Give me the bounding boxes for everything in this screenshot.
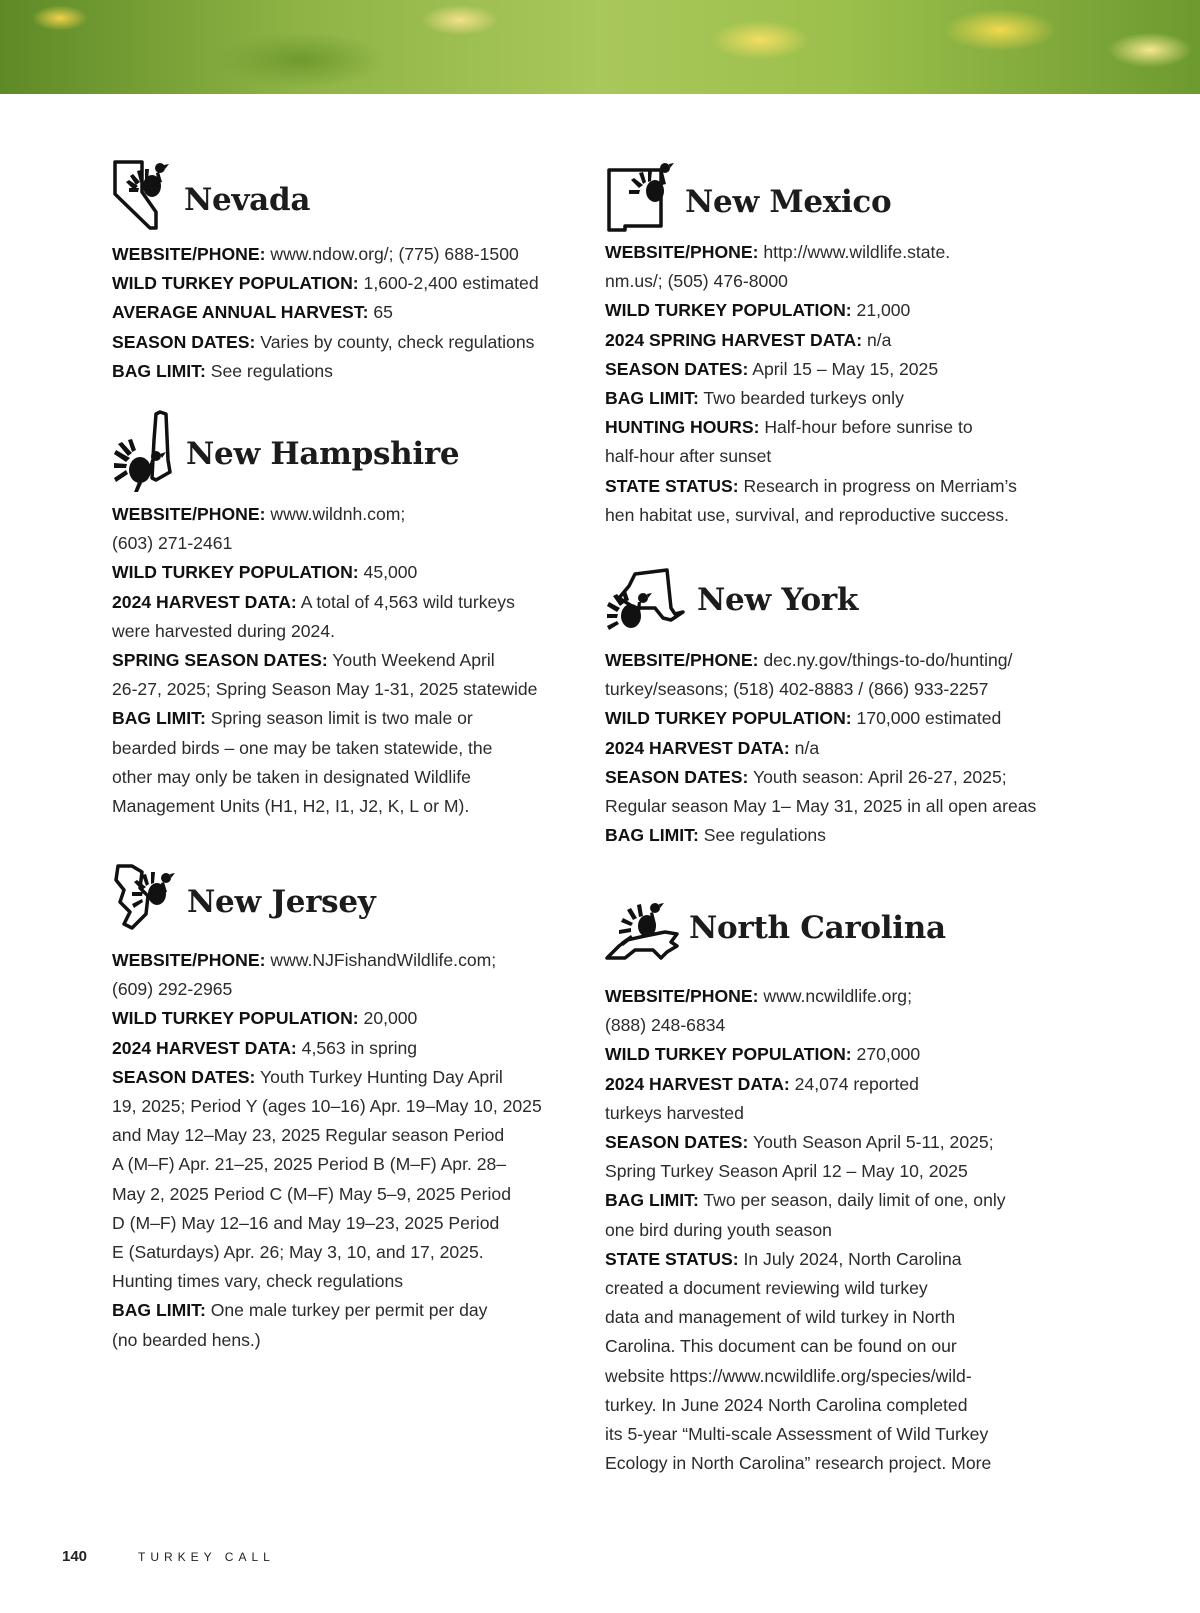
field-value: n/a (862, 329, 892, 350)
detail-line (605, 792, 1075, 821)
detail-line (112, 1238, 582, 1267)
detail-line (605, 267, 1075, 296)
detail-line (605, 1332, 1075, 1361)
field-label: 2024 SPRING HARVEST DATA: (605, 329, 863, 350)
field-value: Ecology in North Carolina” research project. More (605, 1453, 992, 1474)
detail-line (112, 558, 582, 587)
field-value: created a document reviewing wild turkey (605, 1278, 928, 1299)
field-value: Youth season: April 26-27, 2025; (748, 766, 1007, 787)
state-title: New Jersey (187, 884, 376, 920)
field-value: turkeys harvested (605, 1102, 744, 1123)
detail-line (605, 1391, 1075, 1420)
field-label: WEBSITE/PHONE: (605, 986, 759, 1006)
field-value: Management Units (H1, H2, I1, J2, K, L or M). (112, 796, 470, 817)
field-label: BAG LIMIT: (605, 1190, 699, 1211)
field-value: data and management of wild turkey in North (605, 1307, 956, 1328)
field-value: Youth Turkey Hunting Day April (255, 1066, 503, 1087)
field-value: 270,000 (851, 1044, 921, 1065)
field-value: its 5-year “Multi-scale Assessment of Wild Turkey (605, 1424, 989, 1445)
detail-line (605, 1070, 1075, 1099)
field-value: 19, 2025; Period Y (ages 10–16) Apr. 19–May 10, 2025 (112, 1096, 542, 1117)
state-title: New Hampshire (186, 436, 460, 472)
field-value: 26-27, 2025; Spring Season May 1-31, 2025 statewide (112, 679, 538, 700)
field-value: (603) 271-2461 (112, 533, 233, 554)
field-value: 4,563 in spring (296, 1037, 418, 1058)
field-label: SEASON DATES: (112, 331, 256, 352)
state-details (605, 646, 1075, 850)
detail-line (112, 240, 582, 269)
field-label: WILD TURKEY POPULATION: (112, 273, 359, 294)
field-value: half-hour after sunset (605, 446, 772, 467)
field-value: and May 12–May 23, 2025 Regular season Period (112, 1125, 505, 1146)
field-label: SEASON DATES: (605, 766, 749, 787)
field-label: WEBSITE/PHONE: (112, 244, 266, 264)
field-label: WILD TURKEY POPULATION: (605, 300, 852, 321)
detail-line (605, 355, 1075, 384)
field-value: Two bearded turkeys only (698, 388, 904, 409)
field-value: www.ndow.org/; (775) 688-1500 (265, 244, 519, 264)
field-value: Carolina. This document can be found on our (605, 1336, 957, 1357)
field-value: D (M–F) May 12–16 and May 19–23, 2025 Period (112, 1212, 500, 1233)
field-value: Regular season May 1– May 31, 2025 in all open areas (605, 796, 1037, 817)
field-value: In July 2024, North Carolina (738, 1248, 962, 1269)
state-entry-nevada (112, 152, 582, 386)
detail-line (112, 1034, 582, 1063)
state-details (112, 240, 582, 386)
field-label: SEASON DATES: (605, 1132, 749, 1153)
page-number: 140 (62, 1548, 88, 1565)
detail-line (112, 1150, 582, 1179)
detail-line (112, 975, 582, 1004)
field-label: BAG LIMIT: (605, 825, 699, 846)
field-value: other may only be taken in designated Wildlife (112, 766, 471, 787)
field-value: Spring Turkey Season April 12 – May 10, 2025 (605, 1161, 968, 1182)
detail-line (605, 1362, 1075, 1391)
detail-line (112, 675, 582, 704)
detail-line (605, 1186, 1075, 1215)
field-value: Varies by county, check regulations (255, 331, 535, 352)
detail-line (112, 1267, 582, 1296)
field-value: 1,600-2,400 estimated (358, 273, 539, 294)
state-title: North Carolina (689, 910, 946, 946)
detail-line (605, 1157, 1075, 1186)
field-value: 170,000 estimated (851, 708, 1002, 729)
detail-line (112, 1209, 582, 1238)
field-label: WILD TURKEY POPULATION: (112, 1008, 359, 1029)
field-value: turkey/seasons; (518) 402-8883 / (866) 933-2257 (605, 679, 989, 700)
detail-line (112, 1004, 582, 1033)
field-label: SPRING SEASON DATES: (112, 650, 328, 671)
field-value: 65 (368, 302, 393, 323)
detail-line (605, 763, 1075, 792)
new-hampshire-turkey-icon (112, 410, 178, 494)
field-value: bearded birds – one may be taken statewide, the (112, 737, 493, 758)
detail-line (605, 1303, 1075, 1332)
field-value: website https://www.ncwildlife.org/species/wild- (605, 1365, 972, 1386)
detail-line (112, 792, 582, 821)
state-entry-new-hampshire (112, 410, 582, 821)
detail-line (112, 357, 582, 386)
field-value: Youth Weekend April (327, 650, 495, 671)
field-label: BAG LIMIT: (112, 1300, 206, 1321)
detail-line (605, 1420, 1075, 1449)
field-value: (no bearded hens.) (112, 1329, 261, 1350)
detail-line (112, 1180, 582, 1209)
field-value: www.NJFishandWildlife.com; (265, 950, 497, 970)
state-title: New Mexico (685, 184, 892, 220)
detail-line (605, 501, 1075, 530)
field-label: STATE STATUS: (605, 475, 739, 496)
detail-line (112, 704, 582, 733)
detail-line (112, 298, 582, 327)
detail-line (605, 734, 1075, 763)
page-footer (62, 1548, 275, 1565)
detail-line (112, 500, 582, 529)
field-value: were harvested during 2024. (112, 620, 335, 641)
field-value: 24,074 reported (789, 1073, 919, 1094)
field-value: May 2, 2025 Period C (M–F) May 5–9, 2025 Period (112, 1183, 511, 1204)
state-entry-north-carolina (605, 900, 1075, 1478)
field-value: (609) 292-2965 (112, 979, 233, 1000)
state-entry-new-mexico (605, 158, 1075, 530)
new-mexico-turkey-icon (605, 158, 677, 236)
detail-line (112, 1326, 582, 1355)
detail-line (605, 1216, 1075, 1245)
field-value: dec.ny.gov/things-to-do/hunting/ (758, 650, 1013, 670)
detail-line (605, 472, 1075, 501)
field-label: 2024 HARVEST DATA: (605, 1073, 790, 1094)
detail-line (605, 1449, 1075, 1478)
detail-line (112, 1121, 582, 1150)
field-value: hen habitat use, survival, and reproductive success. (605, 504, 1009, 525)
detail-line (112, 1296, 582, 1325)
field-label: STATE STATUS: (605, 1248, 739, 1269)
detail-line (605, 1245, 1075, 1274)
detail-line (605, 646, 1075, 675)
detail-line (112, 588, 582, 617)
detail-line (112, 1092, 582, 1121)
field-label: WEBSITE/PHONE: (112, 950, 266, 970)
detail-line (605, 296, 1075, 325)
north-carolina-turkey-icon (605, 900, 681, 964)
field-value: See regulations (698, 825, 826, 846)
field-label: HUNTING HOURS: (605, 417, 760, 438)
field-value: n/a (789, 737, 820, 758)
detail-line (112, 946, 582, 975)
field-value: nm.us/; (505) 476-8000 (605, 271, 788, 292)
detail-line (605, 704, 1075, 733)
field-value: www.ncwildlife.org; (758, 986, 912, 1006)
field-value: Spring season limit is two male or (205, 708, 473, 729)
detail-line (112, 646, 582, 675)
nevada-turkey-icon (112, 152, 174, 232)
field-label: 2024 HARVEST DATA: (112, 1037, 297, 1058)
field-value: one bird during youth season (605, 1219, 832, 1240)
detail-line (112, 1063, 582, 1092)
detail-line (605, 238, 1075, 267)
field-value: 21,000 (851, 300, 911, 321)
detail-line (605, 1128, 1075, 1157)
field-value: turkey. In June 2024 North Carolina completed (605, 1394, 968, 1415)
field-label: AVERAGE ANNUAL HARVEST: (112, 302, 369, 323)
field-value: A total of 4,563 wild turkeys (296, 591, 515, 612)
field-value: Research in progress on Merriam’s (738, 475, 1017, 496)
field-value: Youth Season April 5-11, 2025; (748, 1132, 994, 1153)
field-value: One male turkey per permit per day (205, 1300, 488, 1321)
field-label: WILD TURKEY POPULATION: (112, 562, 359, 583)
detail-line (605, 384, 1075, 413)
field-label: SEASON DATES: (605, 358, 749, 379)
field-label: WEBSITE/PHONE: (605, 242, 759, 262)
field-value: Hunting times vary, check regulations (112, 1271, 404, 1292)
detail-line (112, 763, 582, 792)
detail-line (605, 326, 1075, 355)
field-value: http://www.wildlife.state. (758, 242, 951, 262)
detail-line (112, 529, 582, 558)
state-details (112, 500, 582, 821)
new-jersey-turkey-icon (112, 862, 176, 932)
field-value: (888) 248-6834 (605, 1015, 726, 1036)
field-value: Two per season, daily limit of one, only (698, 1190, 1006, 1211)
detail-line (605, 1011, 1075, 1040)
detail-line (112, 328, 582, 357)
detail-line (112, 617, 582, 646)
field-value: 20,000 (358, 1008, 418, 1029)
detail-line (112, 269, 582, 298)
magazine-name: TURKEY CALL (138, 1550, 275, 1564)
state-details (605, 238, 1075, 530)
detail-line (605, 442, 1075, 471)
field-label: BAG LIMIT: (112, 708, 206, 729)
state-entry-new-jersey (112, 862, 582, 1355)
field-value: April 15 – May 15, 2025 (748, 358, 939, 379)
new-york-turkey-icon (605, 568, 685, 638)
field-label: WEBSITE/PHONE: (112, 504, 266, 524)
field-value: See regulations (205, 360, 333, 381)
field-label: BAG LIMIT: (605, 388, 699, 409)
state-entry-new-york (605, 568, 1075, 850)
state-title: Nevada (184, 182, 311, 218)
field-value: www.wildnh.com; (265, 504, 406, 524)
detail-line (605, 821, 1075, 850)
detail-line (605, 982, 1075, 1011)
field-label: WEBSITE/PHONE: (605, 650, 759, 670)
state-title: New York (697, 582, 859, 618)
field-label: 2024 HARVEST DATA: (605, 737, 790, 758)
detail-line (605, 1274, 1075, 1303)
detail-line (605, 1099, 1075, 1128)
field-label: WILD TURKEY POPULATION: (605, 708, 852, 729)
detail-line (112, 734, 582, 763)
field-value: A (M–F) Apr. 21–25, 2025 Period B (M–F) Apr. 28– (112, 1154, 507, 1175)
field-label: BAG LIMIT: (112, 360, 206, 381)
detail-line (605, 413, 1075, 442)
detail-line (605, 1040, 1075, 1069)
field-label: WILD TURKEY POPULATION: (605, 1044, 852, 1065)
field-label: SEASON DATES: (112, 1066, 256, 1087)
detail-line (605, 675, 1075, 704)
header-photo-banner (0, 0, 1200, 94)
field-value: E (Saturdays) Apr. 26; May 3, 10, and 17, 2025. (112, 1242, 484, 1263)
field-value: Half-hour before sunrise to (759, 417, 973, 438)
state-details (605, 982, 1075, 1478)
state-details (112, 946, 582, 1355)
field-label: 2024 HARVEST DATA: (112, 591, 297, 612)
field-value: 45,000 (358, 562, 418, 583)
